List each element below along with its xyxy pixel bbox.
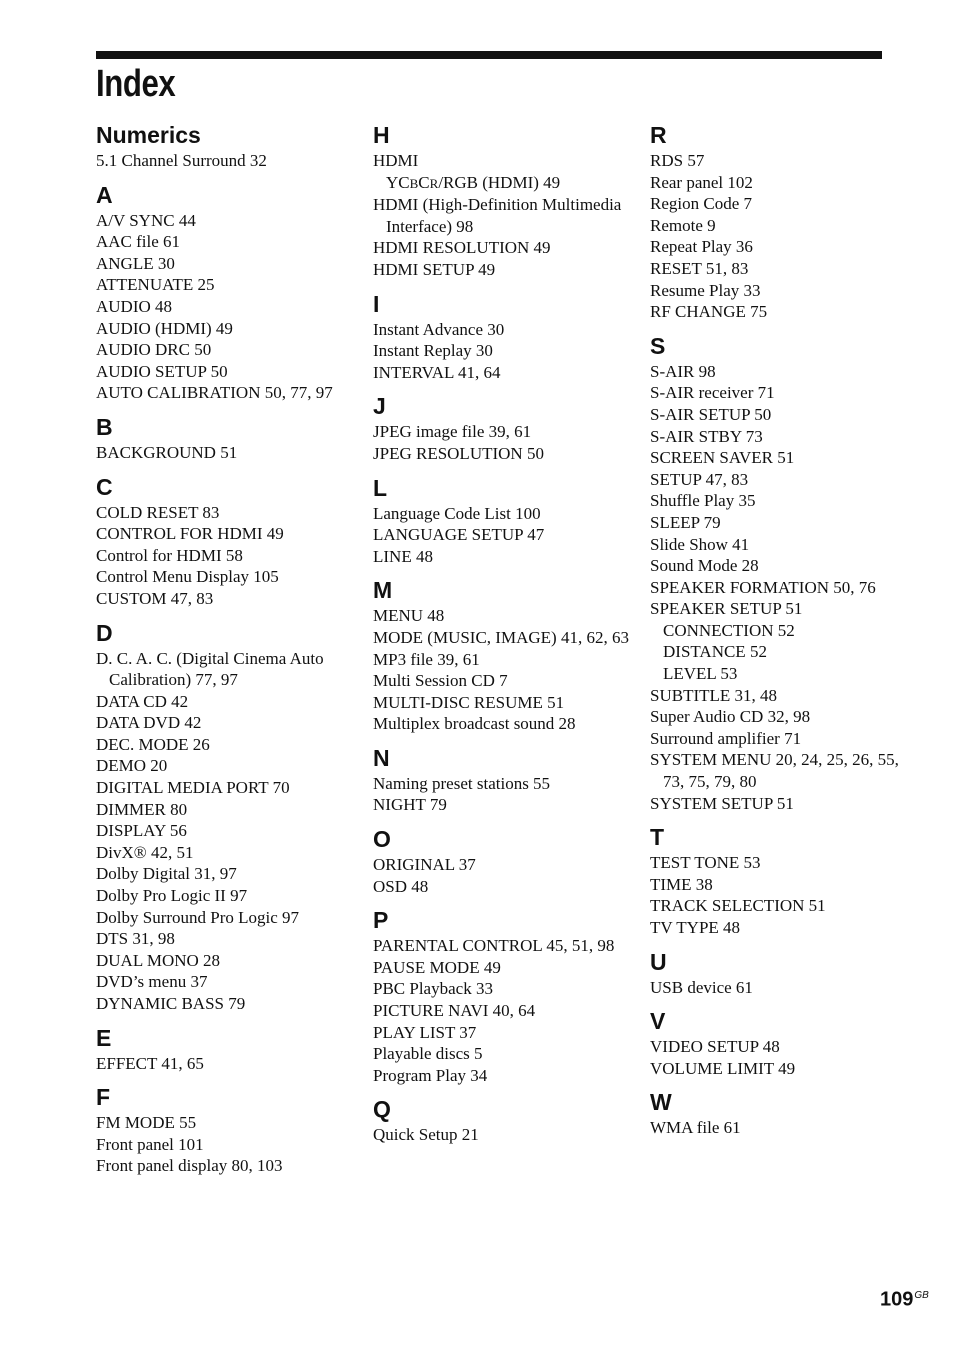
index-entry: SYSTEM MENU 20, 24, 25, 26, 55, 73, 75, 79, 80	[650, 750, 899, 792]
index-entry: OSD 48	[373, 876, 429, 896]
index-entry-list	[373, 773, 635, 816]
index-entry: Surround amplifier 71	[650, 728, 802, 748]
index-entry: Remote 9	[650, 215, 716, 235]
section-heading: B	[96, 413, 113, 440]
index-entry-list	[96, 502, 358, 610]
index-section	[650, 120, 912, 323]
section-heading: I	[373, 290, 380, 317]
index-entry: MENU 48	[373, 606, 445, 626]
index-entry: AUDIO 48	[96, 296, 173, 316]
index-entry: TRACK SELECTION 51	[650, 896, 826, 916]
index-entry: Slide Show 41	[650, 534, 750, 554]
index-entry: EFFECT 41, 65	[96, 1053, 204, 1073]
index-entry: TEST TONE 53	[650, 853, 761, 873]
index-entry: S-AIR 98	[650, 361, 716, 381]
index-entry-list	[373, 854, 635, 897]
index-entry: Language Code List 100	[373, 503, 541, 523]
index-column-3	[650, 120, 912, 1139]
index-entry: Instant Replay 30	[373, 341, 493, 361]
index-entry: DUAL MONO 28	[96, 950, 221, 970]
section-heading: E	[96, 1024, 112, 1051]
index-entry-list	[96, 1112, 358, 1177]
section-heading: A	[96, 181, 113, 208]
index-column-1	[96, 120, 358, 1177]
index-entry: DIMMER 80	[96, 799, 188, 819]
section-heading: P	[373, 907, 389, 934]
index-entry: Front panel display 80, 103	[96, 1156, 283, 1176]
index-entry: Resume Play 33	[650, 280, 761, 300]
index-entry: Rear panel 102	[650, 172, 753, 192]
index-entry: VOLUME LIMIT 49	[650, 1058, 796, 1078]
index-entry-list	[373, 1124, 635, 1146]
index-entry: NIGHT 79	[373, 795, 447, 815]
index-entry-list	[373, 421, 635, 464]
index-entry: CONTROL FOR HDMI 49	[96, 524, 284, 544]
index-entry: MODE (MUSIC, IMAGE) 41, 62, 63	[373, 627, 629, 647]
index-entry: LINE 48	[373, 546, 433, 566]
index-entry: DYNAMIC BASS 79	[96, 994, 246, 1013]
index-entry: PARENTAL CONTROL 45, 51, 98	[373, 936, 615, 956]
index-entry: MULTI-DISC RESUME 51	[373, 692, 565, 712]
index-entry-list	[96, 648, 358, 1015]
index-entry-list	[373, 503, 635, 568]
index-column-2	[373, 120, 635, 1146]
index-section	[96, 1023, 358, 1075]
index-section	[96, 412, 358, 464]
section-heading: M	[373, 577, 393, 604]
index-entry: Playable discs 5	[373, 1044, 483, 1064]
index-entry: ORIGINAL 37	[373, 855, 476, 875]
index-entry: DATA DVD 42	[96, 713, 202, 733]
index-entry: WMA file 61	[650, 1118, 741, 1138]
index-entry: SUBTITLE 31, 48	[650, 685, 778, 705]
index-entry: COLD RESET 83	[96, 502, 220, 522]
section-heading: O	[373, 826, 391, 853]
index-entry: SLEEP 79	[650, 512, 721, 532]
section-heading: T	[650, 824, 665, 851]
index-section	[650, 822, 912, 938]
index-entry: HDMI (High-Definition Multimedia Interface) 98	[373, 195, 622, 236]
index-entry-list	[96, 442, 358, 464]
index-section	[373, 120, 635, 281]
index-entry-text-part: C	[398, 172, 410, 192]
section-heading: F	[96, 1084, 111, 1111]
index-entry: AUTO CALIBRATION 50, 77, 97	[96, 383, 333, 403]
index-entry: DVD’s menu 37	[96, 972, 208, 992]
index-entry: ANGLE 30	[96, 253, 175, 273]
index-entry: Instant Advance 30	[373, 319, 505, 339]
index-entry-text-part: Y	[386, 172, 399, 192]
section-heading: L	[373, 474, 388, 501]
section-heading: D	[96, 619, 113, 646]
index-entry: VIDEO SETUP 48	[650, 1037, 780, 1057]
index-section	[650, 1006, 912, 1079]
index-entry: Control for HDMI 58	[96, 545, 243, 565]
index-entry: PBC Playback 33	[373, 979, 493, 999]
index-section	[373, 905, 635, 1086]
index-entry-list	[96, 1053, 358, 1075]
section-heading: U	[650, 948, 667, 975]
index-entry: CUSTOM 47, 83	[96, 588, 214, 608]
index-entry: INTERVAL 41, 64	[373, 362, 501, 382]
index-entry: Shuffle Play 35	[650, 491, 756, 511]
index-entry: Super Audio CD 32, 98	[650, 707, 811, 727]
index-entry: PAUSE MODE 49	[373, 957, 501, 977]
index-entry-list	[650, 1117, 912, 1139]
index-entry-list	[373, 150, 635, 281]
index-entry: AUDIO DRC 50	[96, 340, 212, 360]
section-heading: W	[650, 1089, 672, 1116]
index-entry: AUDIO (HDMI) 49	[96, 318, 233, 338]
index-entry: 5.1 Channel Surround 32	[96, 151, 267, 170]
index-entry: PICTURE NAVI 40, 64	[373, 1001, 536, 1021]
index-entry-list	[650, 1036, 912, 1079]
section-heading: Numerics	[96, 122, 201, 148]
index-entry: JPEG RESOLUTION 50	[373, 443, 544, 463]
index-subentry: CONNECTION 52	[663, 620, 795, 640]
index-entry: RESET 51, 83	[650, 258, 749, 278]
index-entry: A/V SYNC 44	[96, 210, 196, 230]
index-entry: S-AIR SETUP 50	[650, 404, 772, 424]
index-entry: DEC. MODE 26	[96, 734, 210, 754]
index-entry: LANGUAGE SETUP 47	[373, 525, 545, 545]
section-heading: J	[373, 393, 386, 420]
index-entry-list	[650, 852, 912, 938]
page-number-value: 109	[880, 1288, 914, 1311]
index-entry: SCREEN SAVER 51	[650, 448, 795, 468]
index-entry: Naming preset stations 55	[373, 773, 551, 793]
index-entry-text-part: B	[409, 175, 419, 191]
index-subentry	[373, 172, 635, 195]
index-subentry: DISTANCE 52	[663, 642, 767, 662]
index-entry: RF CHANGE 75	[650, 302, 768, 322]
index-entry: HDMI	[373, 151, 419, 170]
index-section	[650, 331, 912, 814]
index-entry: Dolby Digital 31, 97	[96, 864, 237, 884]
index-entry: Dolby Pro Logic II 97	[96, 886, 248, 906]
section-heading: H	[373, 122, 390, 148]
index-section	[373, 575, 635, 735]
index-entry: TIME 38	[650, 874, 713, 894]
index-entry: JPEG image file 39, 61	[373, 422, 532, 442]
index-entry: SYSTEM SETUP 51	[650, 793, 794, 813]
index-section	[373, 1094, 635, 1146]
page-title: Index	[96, 63, 176, 105]
index-entry: DIGITAL MEDIA PORT 70	[96, 778, 290, 798]
index-entry: S-AIR receiver 71	[650, 383, 775, 403]
index-section	[373, 391, 635, 464]
index-section	[96, 472, 358, 610]
index-section	[96, 1082, 358, 1177]
index-entry: HDMI SETUP 49	[373, 259, 496, 279]
index-entry: Multi Session CD 7	[373, 671, 508, 691]
index-entry: AAC file 61	[96, 232, 181, 252]
index-subentry: LEVEL 53	[663, 664, 738, 684]
section-heading: V	[650, 1008, 666, 1035]
index-entry: BACKGROUND 51	[96, 442, 238, 462]
index-entry: Region Code 7	[650, 194, 752, 214]
index-entry: Program Play 34	[373, 1065, 488, 1085]
index-entry: D. C. A. C. (Digital Cinema Auto Calibration) 77, 97	[96, 648, 324, 690]
index-entry: USB device 61	[650, 977, 753, 997]
index-entry-list	[650, 361, 912, 814]
index-entry-text-part: /RGB (HDMI) 49	[438, 172, 561, 192]
index-entry-list	[650, 977, 912, 999]
index-entry: SPEAKER SETUP 51	[650, 599, 803, 619]
index-entry: DEMO 20	[96, 756, 168, 776]
index-entry-list	[96, 210, 358, 404]
index-section	[96, 180, 358, 404]
index-entry: ATTENUATE 25	[96, 275, 215, 295]
index-section	[96, 120, 358, 172]
index-entry-list	[373, 605, 635, 735]
index-entry: DTS 31, 98	[96, 929, 175, 949]
section-heading: C	[96, 473, 113, 500]
section-heading: S	[650, 332, 666, 359]
index-entry: Control Menu Display 105	[96, 567, 279, 587]
index-entry: Repeat Play 36	[650, 237, 753, 257]
index-section	[650, 947, 912, 999]
index-entry: AUDIO SETUP 50	[96, 361, 228, 381]
index-entry: HDMI RESOLUTION 49	[373, 238, 551, 258]
index-entry: Quick Setup 21	[373, 1125, 479, 1145]
index-entry: RDS 57	[650, 151, 705, 170]
index-entry: Sound Mode 28	[650, 556, 759, 576]
index-entry-list	[373, 319, 635, 384]
index-section	[373, 743, 635, 816]
index-entry: FM MODE 55	[96, 1113, 197, 1133]
index-entry: DATA CD 42	[96, 691, 189, 711]
top-rule	[96, 51, 882, 59]
index-entry: TV TYPE 48	[650, 918, 741, 937]
section-heading: Q	[373, 1096, 391, 1123]
index-section	[373, 473, 635, 568]
index-section	[96, 618, 358, 1015]
index-entry: DISPLAY 56	[96, 821, 187, 841]
section-heading: R	[650, 122, 667, 148]
index-section	[373, 824, 635, 897]
index-section	[650, 1087, 912, 1139]
page-region-label: GB	[914, 1290, 929, 1301]
index-entry: DivX® 42, 51	[96, 842, 194, 862]
index-entry-text-part: C	[418, 172, 430, 192]
index-entry: SETUP 47, 83	[650, 469, 749, 489]
index-entry-text-part: R	[429, 175, 439, 191]
index-entry-list	[373, 935, 635, 1086]
index-entry: PLAY LIST 37	[373, 1022, 477, 1042]
index-entry: Dolby Surround Pro Logic 97	[96, 907, 300, 927]
index-entry: MP3 file 39, 61	[373, 649, 480, 669]
index-entry: Front panel 101	[96, 1134, 204, 1154]
page-number	[880, 1284, 929, 1312]
index-entry-list	[96, 150, 358, 172]
section-heading: N	[373, 744, 390, 771]
index-entry-list	[650, 150, 912, 323]
index-entry: Multiplex broadcast sound 28	[373, 714, 576, 734]
index-entry: SPEAKER FORMATION 50, 76	[650, 577, 876, 597]
index-entry: S-AIR STBY 73	[650, 426, 763, 446]
index-section	[373, 289, 635, 384]
